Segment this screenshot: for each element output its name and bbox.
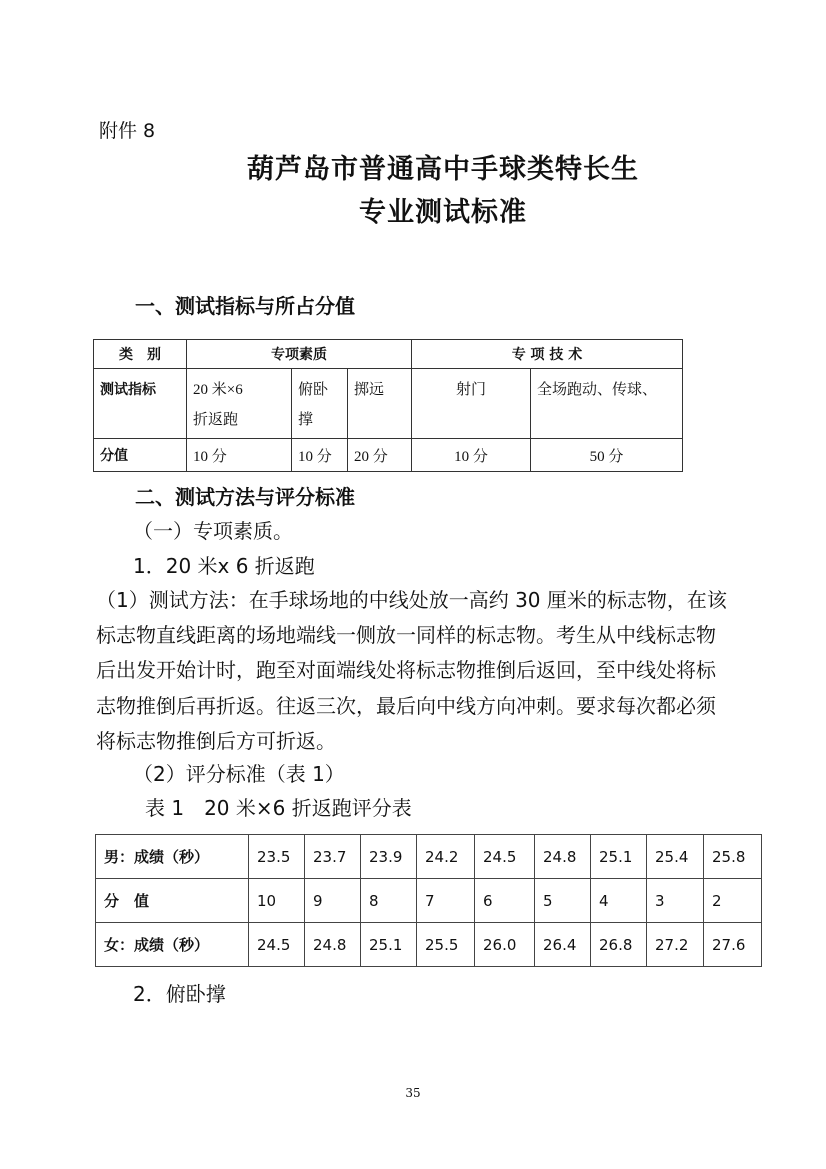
attachment-label: 附件 8: [99, 120, 156, 142]
score-value: 9: [305, 879, 361, 923]
male-time: 23.5: [249, 835, 305, 879]
subsection-1: （一）专项素质。: [133, 519, 293, 543]
document-title-line2: 专业测试标准: [359, 197, 527, 228]
female-time: 27.6: [704, 923, 762, 967]
score-value: 2: [704, 879, 762, 923]
row-label-indicator: 测试指标: [94, 369, 187, 439]
male-time: 24.2: [417, 835, 475, 879]
female-time: 25.1: [361, 923, 417, 967]
male-label: 男：成绩（秒）: [96, 835, 249, 879]
header-category: 类 别: [94, 340, 187, 369]
row-label-score: 分值: [94, 439, 187, 472]
score-label: 分 值: [96, 879, 249, 923]
male-time: 25.1: [591, 835, 647, 879]
header-special-quality: 专项素质: [187, 340, 412, 369]
score-value: 4: [591, 879, 647, 923]
indicator-full-court: 全场跑动、传球、: [531, 369, 683, 439]
score-shooting: 10 分: [412, 439, 531, 472]
female-time: 24.5: [249, 923, 305, 967]
item-pushup: 2．俯卧撑: [133, 982, 226, 1006]
score-value: 8: [361, 879, 417, 923]
indicator-pushup: [292, 369, 348, 439]
male-time: 25.4: [647, 835, 704, 879]
female-label: 女：成绩（秒）: [96, 923, 249, 967]
table-caption: 表 1 20 米×6 折返跑评分表: [145, 796, 412, 820]
page-number: 35: [405, 1086, 421, 1100]
header-special-technique: 专 项 技 术: [412, 340, 683, 369]
male-row: [96, 835, 762, 879]
indicator-pushup-line2: 撑: [298, 412, 314, 428]
female-time: 26.0: [475, 923, 535, 967]
section-heading-1: 一、测试指标与所占分值: [135, 294, 355, 318]
score-value: 10: [249, 879, 305, 923]
score-throw: 20 分: [348, 439, 412, 472]
female-time: 24.8: [305, 923, 361, 967]
score-value: 3: [647, 879, 704, 923]
female-row: [96, 923, 762, 967]
indicator-shuttle-run-line1: 20 米×6: [193, 382, 243, 398]
indicator-shooting: 射门: [412, 369, 531, 439]
male-time: 23.9: [361, 835, 417, 879]
male-time: 24.5: [475, 835, 535, 879]
shuttle-run-score-table: [95, 834, 762, 967]
male-time: 24.8: [535, 835, 591, 879]
score-row: [96, 879, 762, 923]
female-time: 25.5: [417, 923, 475, 967]
female-time: 26.8: [591, 923, 647, 967]
scoring-standard-heading: （2）评分标准（表 1）: [133, 762, 345, 786]
item-shuttle-run: 1．20 米x 6 折返跑: [133, 554, 315, 578]
score-shuttle-run: 10 分: [187, 439, 292, 472]
male-time: 25.8: [704, 835, 762, 879]
indicator-shuttle-run-line2: 折返跑: [193, 412, 239, 428]
section-heading-2: 二、测试方法与评分标准: [135, 485, 355, 509]
score-value: 7: [417, 879, 475, 923]
female-time: 27.2: [647, 923, 704, 967]
score-value: 5: [535, 879, 591, 923]
indicator-throw: 掷远: [348, 369, 412, 439]
score-value: 6: [475, 879, 535, 923]
male-time: 23.7: [305, 835, 361, 879]
indicator-shuttle-run: [187, 369, 292, 439]
test-method-paragraph: （1）测试方法：在手球场地的中线处放一高约 30 厘米的标志物，在该标志物直线距离的场地端线一侧放一同样的标志物。考生从中线标志物后出发开始计时，跑至对面端线处将标志物推倒后返回，至中线处将标志物推倒后再折返。往返三次，最后向中线方向冲刺。要求每次都必须将标志物推倒后方可折返。: [96, 588, 727, 753]
score-pushup: 10 分: [292, 439, 348, 472]
document-title-line1: 葫芦岛市普通高中手球类特长生: [247, 154, 639, 185]
score-full-court: 50 分: [531, 439, 683, 472]
indicator-pushup-line1: 俯卧: [298, 382, 329, 398]
female-time: 26.4: [535, 923, 591, 967]
indicator-table: [93, 339, 683, 472]
